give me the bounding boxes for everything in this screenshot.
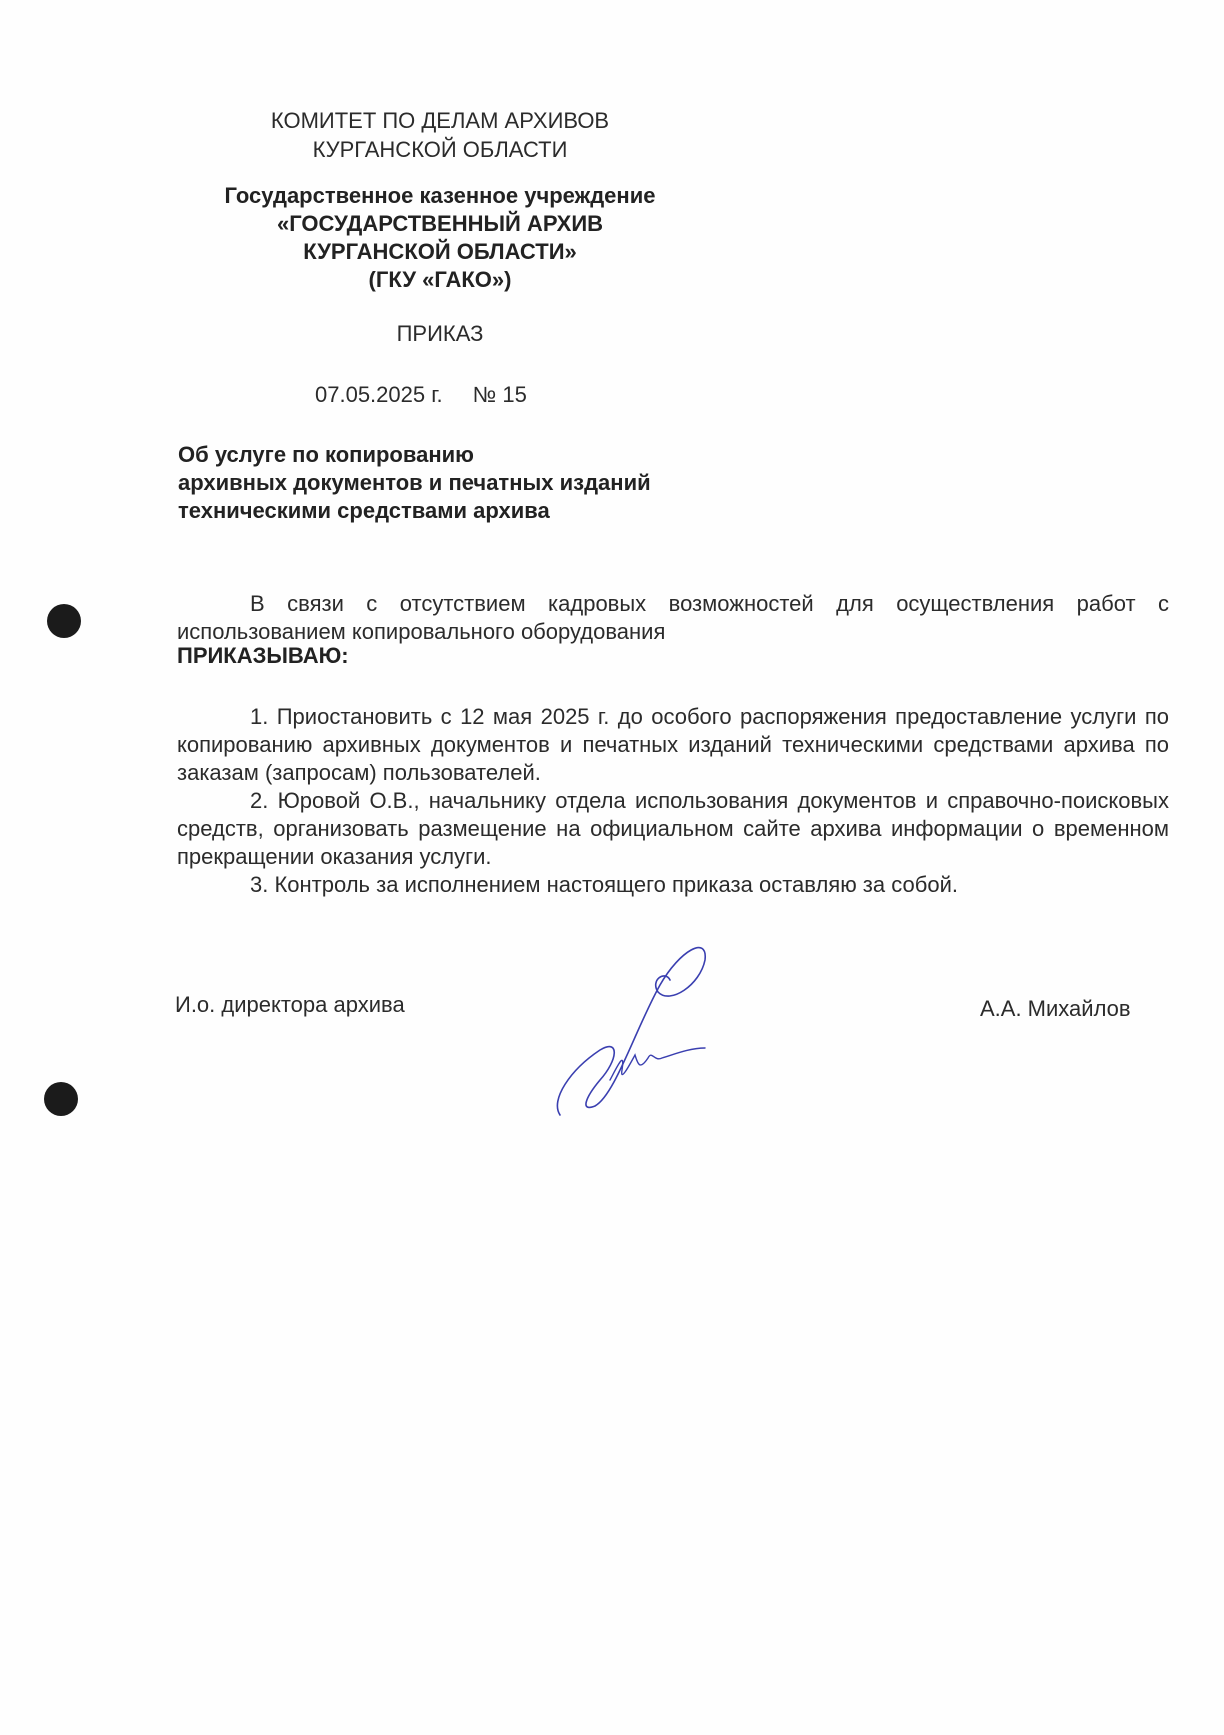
order-title: ПРИКАЗ [396, 321, 484, 346]
handwritten-signature [540, 930, 740, 1130]
order-items [177, 703, 1169, 899]
institution-header [160, 182, 720, 294]
command-word: ПРИКАЗЫВАЮ: [177, 643, 349, 668]
order-subject [178, 441, 651, 525]
order-number: № 15 [472, 382, 527, 407]
order-date: 07.05.2025 г. [315, 382, 443, 407]
signer-name: А.А. Михайлов [980, 996, 1131, 1021]
institution-line: «ГОСУДАРСТВЕННЫЙ АРХИВ [276, 211, 604, 236]
preamble-paragraph: В связи с отсутствием кадровых возможностей для осуществления работ с использованием копировального оборудования [177, 591, 1169, 644]
order-meta [315, 381, 527, 409]
committee-line: КОМИТЕТ ПО ДЕЛАМ АРХИВОВ [270, 108, 610, 133]
order-item: 3. Контроль за исполнением настоящего приказа оставляю за собой. [250, 872, 958, 897]
signature-stroke [557, 948, 705, 1115]
subject-line: техническими средствами архива [178, 498, 550, 523]
committee-header [200, 106, 680, 164]
subject-line: архивных документов и печатных изданий [178, 470, 651, 495]
institution-line: КУРГАНСКОЙ ОБЛАСТИ» [303, 239, 577, 264]
punch-hole-top [47, 604, 81, 638]
institution-line: Государственное казенное учреждение [224, 183, 656, 208]
signer-position: И.о. директора архива [175, 992, 405, 1017]
institution-line: (ГКУ «ГАКО») [368, 267, 512, 292]
committee-line: КУРГАНСКОЙ ОБЛАСТИ [312, 137, 568, 162]
signature-stroke [610, 1048, 705, 1080]
subject-line: Об услуге по копированию [178, 442, 474, 467]
order-item: 1. Приостановить с 12 мая 2025 г. до особого распоряжения предоставление услуги по копированию архивных документов и печатных изданий техническими средствами архива по заказам (запросам) пользователей. [177, 704, 1169, 785]
order-item: 2. Юровой О.В., начальнику отдела использования документов и справочно-поисковых средств, организовать размещение на официальном сайте архива информации о временном прекращении оказания услуги. [177, 788, 1169, 869]
punch-hole-bottom [44, 1082, 78, 1116]
